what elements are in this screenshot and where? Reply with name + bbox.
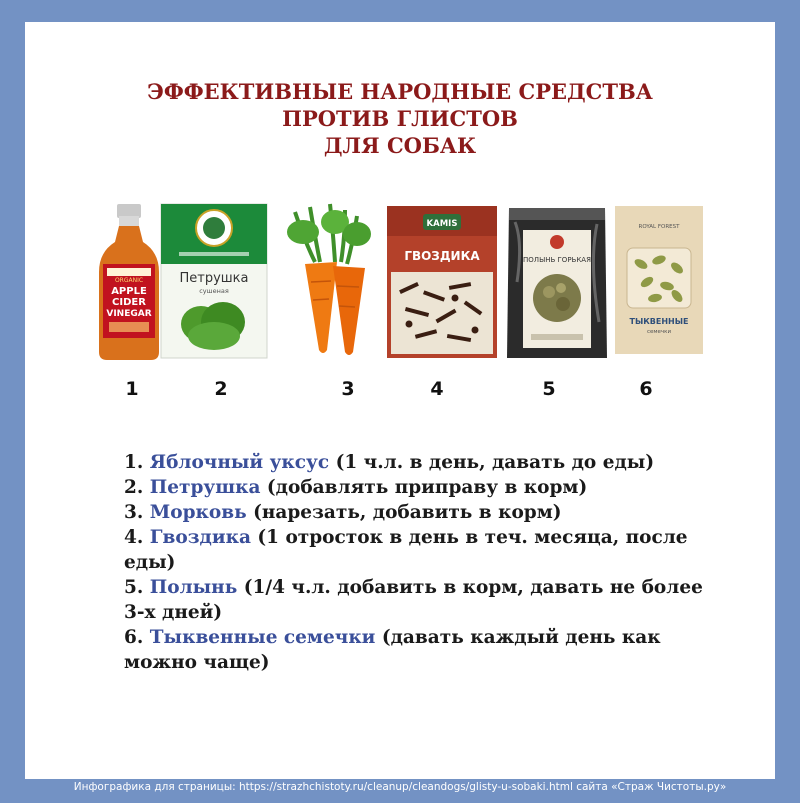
infographic-card xyxy=(25,22,775,779)
cloves-pack-icon xyxy=(385,202,499,362)
remedy-name: Петрушка xyxy=(149,477,261,498)
vinegar-bottle-icon xyxy=(93,202,165,362)
title-line-3: ДЛЯ СОБАК xyxy=(323,133,477,158)
parsley-pack-sublabel: сушеная xyxy=(199,287,229,295)
product-number-5: 5 xyxy=(542,378,556,400)
parsley-pack-icon xyxy=(159,202,269,362)
wormwood-pack-icon xyxy=(503,202,611,362)
remedy-name: Тыквенные семечки xyxy=(149,627,376,648)
product-images-row xyxy=(25,202,775,362)
product-number-1: 1 xyxy=(125,378,139,400)
vinegar-label-line-4: VINEGAR xyxy=(106,309,152,319)
pumpkin-pack-sublabel: семечки xyxy=(646,329,672,335)
list-item: 5. Полынь (1/4 ч.л. добавить в корм, давать не более 3-х дней) xyxy=(124,577,703,623)
vinegar-label-line-3: CIDER xyxy=(112,297,146,308)
pumpkin-pack-brand: ROYAL FOREST xyxy=(638,224,680,230)
vinegar-label-line-1: ORGANIC xyxy=(114,277,144,284)
pumpkin-seeds-pack-icon xyxy=(613,202,705,362)
list-item: 3. Морковь (нарезать, добавить в корм) xyxy=(124,502,562,523)
list-item: 1. Яблочный уксус (1 ч.л. в день, давать до еды) xyxy=(124,452,655,473)
product-number-4: 4 xyxy=(430,378,444,400)
carrots-icon xyxy=(275,202,385,362)
page-title xyxy=(25,78,775,159)
remedy-name: Яблочный уксус xyxy=(149,452,330,473)
list-item: 2. Петрушка (добавлять приправу в корм) xyxy=(124,477,588,498)
remedies-list xyxy=(124,450,704,675)
remedy-name: Морковь xyxy=(149,502,247,523)
cloves-pack-label: ГВОЗДИКА xyxy=(404,249,480,263)
wormwood-pack-label: ПОЛЫНЬ ГОРЬКАЯ xyxy=(523,256,591,264)
remedy-name: Гвоздика xyxy=(149,527,251,548)
list-item: 6. Тыквенные семечки (давать каждый день как можно чаще) xyxy=(124,627,661,673)
product-number-2: 2 xyxy=(214,378,228,400)
parsley-pack-label: Петрушка xyxy=(179,271,249,286)
title-line-2: ПРОТИВ ГЛИСТОВ xyxy=(282,106,518,131)
product-number-6: 6 xyxy=(639,378,653,400)
cloves-pack-brand: KAMIS xyxy=(426,219,458,229)
title-line-1: ЭФФЕКТИВНЫЕ НАРОДНЫЕ СРЕДСТВА xyxy=(147,79,653,104)
footer-credit: Инфографика для страницы: https://strazhchistoty.ru/cleanup/cleandogs/glisty-u-sobaki.html сайта «Страж Чистоты.ру» xyxy=(73,781,727,793)
product-number-3: 3 xyxy=(341,378,355,400)
pumpkin-pack-label: ТЫКВЕННЫЕ xyxy=(629,317,689,326)
vinegar-label-line-2: APPLE xyxy=(111,286,147,297)
remedy-name: Полынь xyxy=(149,577,238,598)
list-item: 4. Гвоздика (1 отросток в день в теч. месяца, после еды) xyxy=(124,527,688,573)
